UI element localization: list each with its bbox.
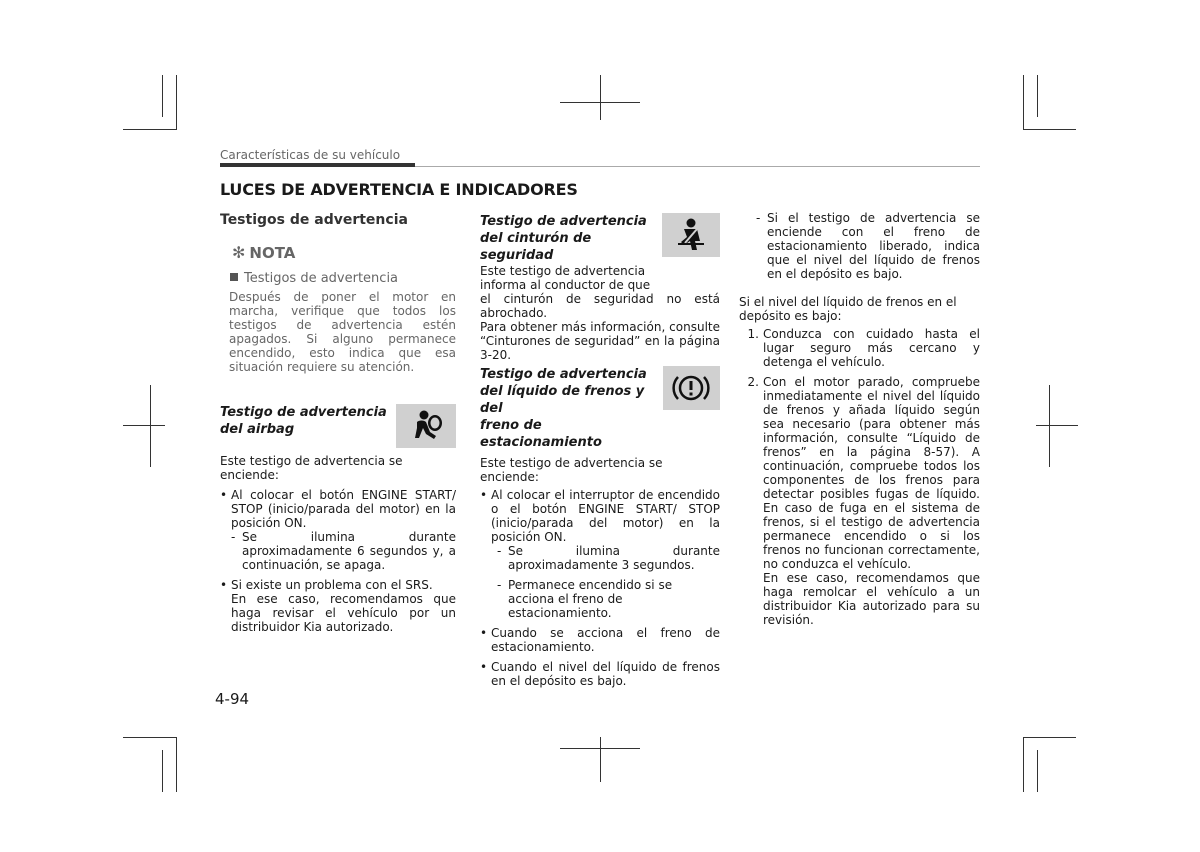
subheading: Testigos de advertencia bbox=[220, 212, 408, 228]
header-bar bbox=[220, 163, 415, 167]
crop-mark bbox=[176, 737, 177, 792]
nota-label: NOTA bbox=[249, 244, 296, 262]
numbered-step: 1. Conduzca con cuidado hasta el lugar seguro más cercano y detenga el vehículo. bbox=[747, 327, 980, 369]
brake-title-2: del líquido de frenos y del bbox=[480, 384, 645, 416]
nota-heading bbox=[232, 243, 456, 262]
column-1 bbox=[220, 213, 456, 634]
list-item-line: Si existe un problema con el SRS. bbox=[231, 578, 433, 592]
crop-mark bbox=[1037, 75, 1038, 117]
brake-section bbox=[480, 366, 720, 451]
low-fluid-heading: Si el nivel del líquido de frenos en el depósito es bajo: bbox=[739, 295, 957, 323]
registration-mark bbox=[600, 737, 601, 782]
seatbelt-section bbox=[480, 213, 720, 292]
list-item-text: Cuando el nivel del líquido de frenos en el depósito es bajo. bbox=[491, 660, 720, 688]
list-item-text: Al colocar el botón ENGINE START/ STOP (inicio/parada del motor) en la posición ON. bbox=[231, 488, 456, 530]
airbag-warning-icon bbox=[396, 404, 456, 448]
airbag-section bbox=[220, 404, 456, 448]
sub-list-item: - Se ilumina durante aproximadamente 6 segundos y, a continuación, se apaga. bbox=[231, 530, 456, 572]
sub-list-item: - Se ilumina durante aproximadamente 3 segundos. bbox=[497, 544, 720, 572]
registration-mark bbox=[560, 102, 640, 103]
registration-mark bbox=[560, 748, 640, 749]
nota-body: Después de poner el motor en marcha, verifique que todos los testigos de advertencia estén apagados. Si alguno permanece encendido, esto indica que esa situación requiere su atención. bbox=[229, 290, 456, 374]
brake-warning-icon bbox=[663, 366, 720, 410]
section-header: Características de su vehículo bbox=[220, 148, 401, 162]
crop-mark bbox=[162, 75, 163, 117]
crop-mark bbox=[1023, 129, 1076, 130]
sub-list-item: - Permanece encendido si se acciona el freno de estacionamiento. bbox=[497, 578, 720, 620]
seatbelt-body-2: el cinturón de seguridad no está abrochado. bbox=[480, 292, 720, 320]
column-2 bbox=[480, 213, 720, 688]
crop-mark bbox=[176, 75, 177, 130]
sub-list-item: - Si el testigo de advertencia se enciende con el freno de estacionamiento liberado, indica que el nivel del líquido de frenos en el depósito es bajo. bbox=[756, 211, 980, 281]
brake-title-3: freno de bbox=[480, 418, 542, 433]
list-item-text: Al colocar el interruptor de encendido o el botón ENGINE START/ STOP (inicio/parada del motor) en la posición ON. bbox=[491, 488, 720, 544]
brake-title-1: Testigo de advertencia bbox=[480, 367, 647, 382]
list-item: • Cuando el nivel del líquido de frenos en el depósito es bajo. bbox=[480, 660, 720, 688]
list-item-text: Cuando se acciona el freno de estacionamiento. bbox=[491, 626, 720, 654]
list-item: • Si existe un problema con el SRS. En ese caso, recomendamos que haga revisar el vehículo por un distribuidor Kia autorizado. bbox=[220, 578, 456, 634]
list-item: • Cuando se acciona el freno de estacionamiento. bbox=[480, 626, 720, 654]
registration-mark bbox=[600, 75, 601, 120]
brake-title-4: estacionamiento bbox=[480, 435, 602, 450]
brake-intro: Este testigo de advertencia se enciende: bbox=[480, 456, 663, 484]
airbag-title-1: Testigo de advertencia bbox=[220, 405, 387, 420]
list-item-text bbox=[231, 578, 456, 634]
sub-list-item-text: Se ilumina durante aproximadamente 6 segundos y, a continuación, se apaga. bbox=[242, 530, 456, 572]
seatbelt-title-2: del cinturón de seguridad bbox=[480, 231, 592, 263]
seatbelt-body-3: Para obtener más información, consulte “Cinturones de seguridad” en la página 3-20. bbox=[480, 320, 720, 362]
header-rule bbox=[415, 166, 980, 167]
registration-mark bbox=[150, 385, 151, 467]
nota-item-label: Testigos de advertencia bbox=[244, 271, 399, 286]
page-title: LUCES DE ADVERTENCIA E INDICADORES bbox=[220, 180, 578, 199]
asterisk-icon: ✻ bbox=[232, 243, 246, 262]
sub-list-item-text: Se ilumina durante aproximadamente 3 segundos. bbox=[508, 544, 720, 572]
list-item: • Al colocar el interruptor de encendido o el botón ENGINE START/ STOP (inicio/parada del motor) en la posición ON. bbox=[480, 488, 720, 544]
crop-mark bbox=[1023, 75, 1024, 130]
seatbelt-title-1: Testigo de advertencia bbox=[480, 214, 647, 229]
numbered-step: 2. Con el motor parado, compruebe inmediatamente el nivel del líquido de frenos y añada líquido según sea necesario (para obtener más información, consulte “Líquido de frenos” en la página 8-57). A continuación, compruebe todos los componentes de los frenos para detectar posibles fugas de líquido. En caso de fuga en el sistema de frenos, si el testigo de advertencia permanece encendido o si los frenos no funcionan correctamente, no conduzca el vehículo. En ese caso, recomendamos que haga remolcar el vehículo a un distribuidor Kia autorizado para su revisión. bbox=[747, 375, 980, 627]
airbag-intro: Este testigo de advertencia se enciende: bbox=[220, 454, 403, 482]
crop-mark bbox=[1023, 737, 1076, 738]
registration-mark bbox=[123, 425, 165, 426]
crop-mark bbox=[123, 737, 176, 738]
registration-mark bbox=[1049, 385, 1050, 467]
crop-mark bbox=[1023, 737, 1024, 792]
numbered-step-body: Con el motor parado, compruebe inmediatamente el nivel del líquido de frenos y añada líquido según sea necesario (para obtener más información, consulte “Líquido de frenos” en la página 8-57). A continuación, compruebe todos los componentes de los frenos para detectar posibles fugas de líquido. En caso de fuga en el sistema de frenos, si el testigo de advertencia permanece encendido o si los frenos no funcionan correctamente, no conduzca el vehículo. bbox=[763, 375, 980, 571]
crop-mark bbox=[1037, 750, 1038, 792]
crop-mark bbox=[123, 129, 176, 130]
list-item-continuation: En ese caso, recomendamos que haga revisar el vehículo por un distribuidor Kia autorizado. bbox=[231, 592, 456, 634]
sub-list-item-text: Si el testigo de advertencia se enciende con el freno de estacionamiento liberado, indica que el nivel del líquido de frenos en el depósito es bajo. bbox=[767, 211, 980, 281]
numbered-step-continuation: En ese caso, recomendamos que haga remolcar el vehículo a un distribuidor Kia autorizado para su revisión. bbox=[763, 571, 980, 627]
airbag-title-2: del airbag bbox=[220, 422, 295, 437]
nota-item bbox=[230, 272, 456, 286]
numbered-step-text: Conduzca con cuidado hasta el lugar seguro más cercano y detenga el vehículo. bbox=[763, 327, 980, 369]
seatbelt-warning-icon bbox=[662, 213, 720, 257]
crop-mark bbox=[162, 750, 163, 792]
page-number: 4-94 bbox=[215, 690, 250, 708]
numbered-step-text bbox=[763, 375, 980, 627]
column-3 bbox=[739, 211, 980, 627]
sub-list-item-text: Permanece encendido si se acciona el freno de estacionamiento. bbox=[508, 578, 673, 620]
registration-mark bbox=[1036, 425, 1078, 426]
square-bullet-icon bbox=[230, 273, 238, 281]
list-item: • Al colocar el botón ENGINE START/ STOP (inicio/parada del motor) en la posición ON. bbox=[220, 488, 456, 530]
seatbelt-body-1: Este testigo de advertencia informa al conductor de que bbox=[480, 264, 651, 292]
